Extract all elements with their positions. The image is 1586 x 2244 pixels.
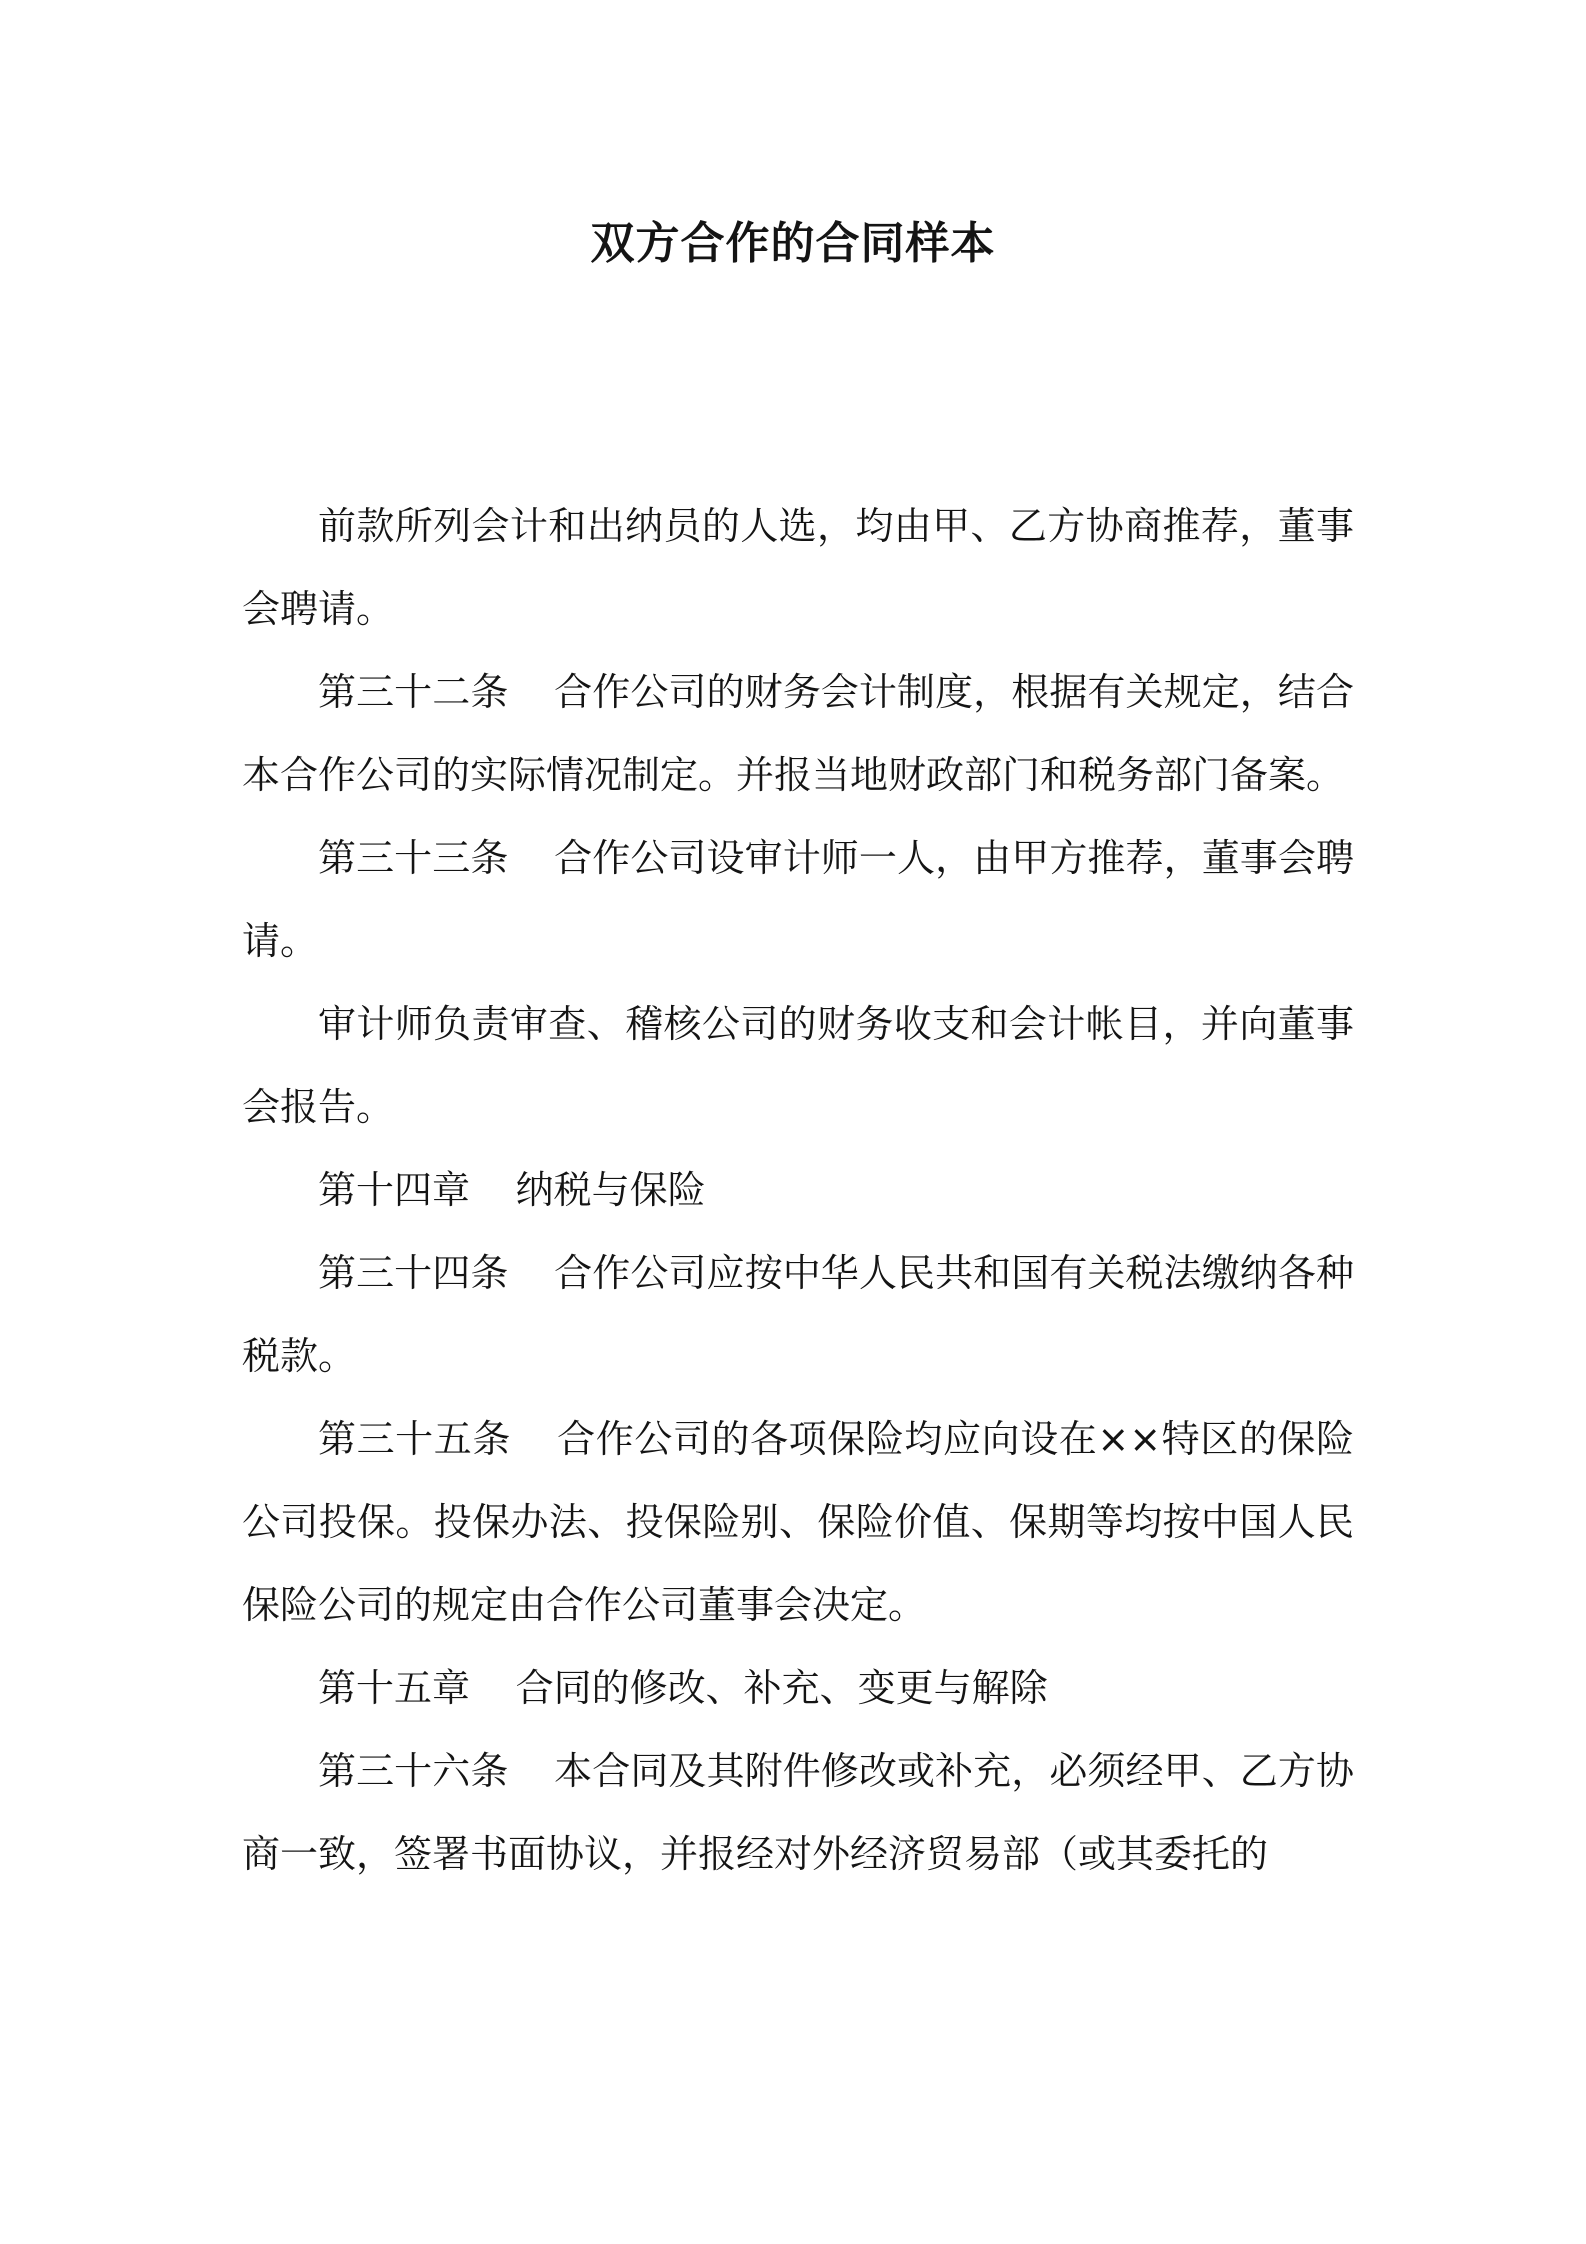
chapter-heading: 第十五章 <box>318 1666 471 1710</box>
paragraph <box>242 983 1354 1149</box>
paragraph-article-33 <box>242 817 1354 983</box>
paragraph-text: 合作公司设审计师一人，由甲方推荐，董事会聘请。 <box>242 836 1354 963</box>
paragraph-article-36 <box>242 1730 1354 1896</box>
paragraph-text: 审计师负责审查、稽核公司的财务收支和会计帐目，并向董事会报告。 <box>242 1002 1354 1129</box>
paragraph-article-34 <box>242 1232 1354 1398</box>
article-heading: 第三十二条 <box>318 670 509 714</box>
paragraph-text: 合作公司应按中华人民共和国有关税法缴纳各种税款。 <box>242 1251 1354 1378</box>
paragraph-article-32 <box>242 651 1354 817</box>
paragraph-text: 合作公司的财务会计制度，根据有关规定，结合本合作公司的实际情况制定。并报当地财政部门和税务部门备案。 <box>242 670 1354 797</box>
chapter-title: 合同的修改、补充、变更与解除 <box>515 1666 1048 1710</box>
article-heading: 第三十五条 <box>318 1417 511 1461</box>
document-body <box>242 485 1354 1896</box>
chapter-heading: 第十四章 <box>318 1168 471 1212</box>
paragraph-text: 本合同及其附件修改或补充，必须经甲、乙方协商一致，签署书面协议，并报经对外经济贸易部（或其委托的 <box>242 1749 1354 1876</box>
paragraph-article-35 <box>242 1398 1354 1647</box>
article-heading: 第三十六条 <box>318 1749 509 1793</box>
paragraph-text: 合作公司的各项保险均应向设在××特区的保险公司投保。投保办法、投保险别、保险价值、保期等均按中国人民保险公司的规定由合作公司董事会决定。 <box>242 1417 1354 1627</box>
paragraph-text: 前款所列会计和出纳员的人选，均由甲、乙方协商推荐，董事会聘请。 <box>242 504 1354 631</box>
chapter-title: 纳税与保险 <box>515 1168 706 1212</box>
article-heading: 第三十三条 <box>318 836 509 880</box>
article-heading: 第三十四条 <box>318 1251 509 1295</box>
document-title: 双方合作的合同样本 <box>590 218 996 269</box>
chapter-15 <box>242 1647 1354 1730</box>
chapter-14 <box>242 1149 1354 1232</box>
paragraph <box>242 485 1354 651</box>
